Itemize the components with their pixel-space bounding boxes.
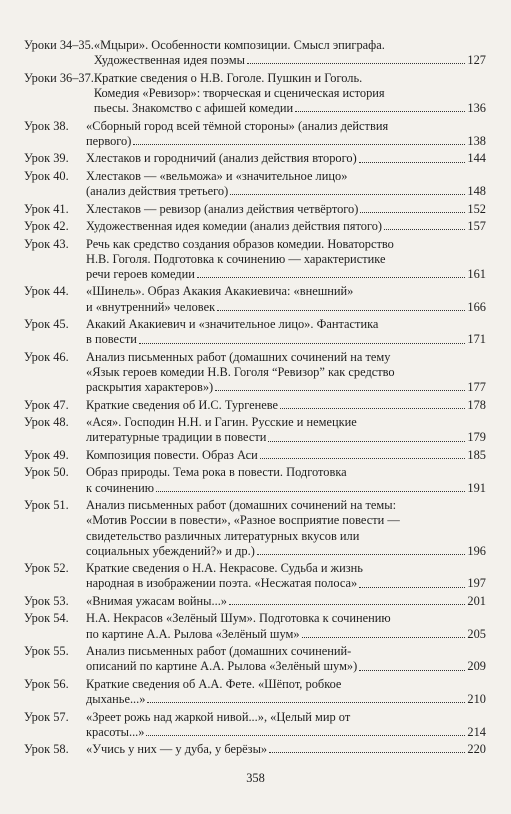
- title-line-text: «Внимая ужасам войны...»: [86, 593, 227, 608]
- toc-entry: [24, 644, 486, 674]
- toc-entry: [24, 611, 486, 641]
- title-line: Комедия «Ревизор»: творческая и сценическая история: [93, 85, 385, 100]
- toc-entry: [24, 742, 486, 757]
- title-line-text: по картине А.А. Рылова «Зелёный шум»: [86, 626, 300, 641]
- title-line: Н.А. Некрасов «Зелёный Шум». Подготовка к сочинению: [86, 611, 391, 626]
- lesson-title: [86, 465, 486, 495]
- lesson-number: Уроки 34–35.: [24, 38, 94, 52]
- title-line-text: литературные традиции в повести: [86, 430, 267, 445]
- lesson-number: Урок 43.: [24, 236, 69, 251]
- title-line: Речь как средство создания образов комедии. Новаторство: [86, 236, 394, 251]
- title-line-text: пьесы. Знакомство с афишей комедии: [93, 101, 294, 116]
- title-line-text: Хлестаков и городничий (анализ действия второго): [86, 151, 357, 166]
- title-line-text: Композиция повести. Образ Аси: [86, 447, 258, 462]
- lesson-number: Урок 47.: [24, 397, 69, 412]
- dot-leader: [156, 491, 465, 492]
- toc-entry: [24, 498, 486, 559]
- page-reference: 144: [467, 151, 486, 166]
- page-reference: 205: [467, 626, 486, 641]
- toc-entry: [24, 237, 486, 283]
- lesson-title: [86, 219, 486, 234]
- lesson-number: Урок 39.: [24, 151, 69, 166]
- lesson-title: [86, 202, 486, 217]
- toc-entry: [24, 317, 486, 347]
- title-line: [86, 725, 486, 740]
- dot-leader: [302, 637, 466, 638]
- dot-leader: [139, 343, 466, 344]
- title-line: «Сборный город всей тёмной стороны» (анализ действия: [86, 118, 389, 133]
- title-line: Анализ письменных работ (домашних сочинений на темы:: [86, 498, 397, 513]
- dot-leader: [217, 310, 465, 311]
- title-line: [86, 134, 486, 149]
- lesson-number: Урок 57.: [24, 709, 69, 724]
- title-line: [86, 398, 486, 413]
- toc-entry: [24, 202, 486, 217]
- title-line-text: дыханье...»: [86, 692, 146, 707]
- title-line: Анализ письменных работ (домашних сочинений-: [86, 644, 352, 659]
- title-line: [94, 53, 486, 68]
- title-line: «Ася». Господин Н.Н. и Гагин. Русские и немецкие: [86, 415, 357, 430]
- page-reference: 148: [467, 184, 486, 199]
- toc-entry: [24, 465, 486, 495]
- toc-entry: [24, 71, 486, 117]
- page-reference: 209: [467, 659, 486, 674]
- title-line-text: Краткие сведения об И.С. Тургеневе: [86, 397, 279, 412]
- lesson-title: [86, 594, 486, 609]
- title-line-text: красоты...»: [86, 724, 145, 739]
- title-line-text: раскрытия характеров»): [86, 380, 214, 395]
- title-line-text: первого): [86, 133, 132, 148]
- toc-entry: [24, 38, 486, 68]
- title-line: «Язык героев комедии Н.В. Гоголя “Ревизор” как средство: [86, 365, 395, 380]
- page-reference: 220: [467, 742, 486, 757]
- title-line: [86, 380, 486, 395]
- title-line: Образ природы. Тема рока в повести. Подготовка: [86, 465, 347, 480]
- page-reference: 136: [467, 101, 486, 116]
- title-line: [86, 448, 486, 463]
- lesson-number: Урок 54.: [24, 611, 69, 626]
- toc-entry: [24, 561, 486, 591]
- lesson-title: [86, 398, 486, 413]
- dot-leader: [260, 458, 466, 459]
- title-line-text: и «внутренний» человек: [86, 299, 216, 314]
- dot-leader: [360, 212, 465, 213]
- title-line: [86, 594, 486, 609]
- title-line: [86, 627, 486, 642]
- title-line: [86, 184, 486, 199]
- lesson-title: [86, 119, 486, 149]
- title-line-text: социальных убеждений?» и др.): [86, 543, 255, 558]
- title-line-text: в повести: [86, 332, 137, 347]
- title-line: [86, 544, 486, 559]
- lesson-number: Урок 48.: [24, 415, 69, 430]
- title-line-text: речи героев комедии: [86, 266, 195, 281]
- dot-leader: [133, 144, 465, 145]
- title-line: [86, 219, 486, 234]
- title-line: [86, 659, 486, 674]
- toc-entry: [24, 119, 486, 149]
- title-line: [86, 300, 486, 315]
- toc-entry: [24, 398, 486, 413]
- page-reference: 214: [467, 724, 486, 739]
- title-line: Акакий Акакиевич и «значительное лицо». Фантастика: [86, 317, 379, 332]
- title-line: «Шинель». Образ Акакия Акакиевича: «внешний»: [86, 284, 354, 299]
- page-reference: 177: [467, 380, 486, 395]
- page-reference: 179: [467, 430, 486, 445]
- dot-leader: [295, 111, 465, 112]
- lesson-title: [86, 151, 486, 166]
- title-line-text: Художественная идея поэмы: [93, 53, 245, 68]
- page-reference: 127: [467, 53, 486, 68]
- lesson-number: Урок 53.: [24, 593, 69, 608]
- title-line: Краткие сведения о Н.В. Гоголе. Пушкин и Гоголь.: [93, 70, 363, 85]
- title-line: «Мотив России в повести», «Разное восприятие повести —: [86, 513, 400, 528]
- page-reference: 157: [467, 219, 486, 234]
- toc-entry: [24, 169, 486, 199]
- page-reference: 196: [467, 543, 486, 558]
- dot-leader: [229, 604, 465, 605]
- title-line-text: Художественная идея комедии (анализ действия пятого): [86, 219, 383, 234]
- lesson-number: Урок 58.: [24, 742, 69, 757]
- title-line: [86, 692, 486, 707]
- page-reference: 201: [467, 593, 486, 608]
- dot-leader: [280, 408, 465, 409]
- dot-leader: [359, 162, 466, 163]
- dot-leader: [257, 554, 466, 555]
- dot-leader: [215, 390, 465, 391]
- lesson-title: [86, 644, 486, 674]
- title-line-text: народная в изображении поэта. «Несжатая полоса»: [86, 576, 358, 591]
- lesson-title: [86, 677, 486, 707]
- lesson-number: Урок 46.: [24, 349, 69, 364]
- page-reference: 152: [467, 201, 486, 216]
- lesson-title: [86, 448, 486, 463]
- page-reference: 210: [467, 692, 486, 707]
- lesson-title: [86, 742, 486, 757]
- page-number: 358: [246, 771, 265, 785]
- title-line: [86, 576, 486, 591]
- lesson-number: Урок 38.: [24, 118, 69, 133]
- lesson-title: [86, 710, 486, 740]
- title-line: Н.В. Гоголя. Подготовка к сочинению — характеристике: [86, 251, 386, 266]
- page-reference: 138: [467, 133, 486, 148]
- lesson-number: Урок 52.: [24, 561, 69, 576]
- lesson-number: Урок 40.: [24, 168, 69, 183]
- toc-entry: [24, 710, 486, 740]
- title-line-text: (анализ действия третьего): [86, 184, 229, 199]
- page-reference: 178: [467, 397, 486, 412]
- toc-entry: [24, 448, 486, 463]
- table-of-contents: [24, 38, 486, 760]
- page-reference: 185: [467, 447, 486, 462]
- title-line: [94, 101, 486, 116]
- lesson-title: [86, 350, 486, 396]
- page-reference: 197: [467, 576, 486, 591]
- title-line: «Зреет рожь над жаркой нивой...», «Целый мир от: [86, 709, 351, 724]
- title-line: [86, 332, 486, 347]
- title-line: [86, 742, 486, 757]
- title-line: свидетельство различных литературных вкусов или: [86, 528, 360, 543]
- lesson-number: Урок 51.: [24, 498, 69, 513]
- lesson-title: [86, 237, 486, 283]
- lesson-number: Урок 42.: [24, 219, 69, 234]
- title-line-text: «Учись у них — у дуба, у берёзы»: [86, 742, 268, 757]
- title-line: [86, 430, 486, 445]
- dot-leader: [268, 441, 465, 442]
- dot-leader: [230, 194, 465, 195]
- title-line: [86, 267, 486, 282]
- lesson-number: Уроки 36–37.: [24, 70, 94, 85]
- title-line-text: описаний по картине А.А. Рылова «Зелёный шум»): [86, 659, 358, 674]
- title-line: «Мцыри». Особенности композиции. Смысл эпиграфа.: [93, 38, 385, 52]
- page-reference: 166: [467, 299, 486, 314]
- title-line: [86, 481, 486, 496]
- dot-leader: [269, 752, 465, 753]
- lesson-title: [86, 169, 486, 199]
- toc-entry: [24, 219, 486, 234]
- title-line: Краткие сведения о Н.А. Некрасове. Судьба и жизнь: [86, 561, 363, 576]
- dot-leader: [247, 63, 465, 64]
- lesson-title: [94, 38, 486, 68]
- lesson-number: Урок 44.: [24, 284, 69, 299]
- dot-leader: [147, 702, 465, 703]
- lesson-number: Урок 49.: [24, 447, 69, 462]
- lesson-title: [86, 611, 486, 641]
- lesson-number: Урок 56.: [24, 676, 69, 691]
- title-line: [86, 151, 486, 166]
- toc-entry: [24, 677, 486, 707]
- lesson-title: [86, 284, 486, 314]
- lesson-title: [86, 498, 486, 559]
- lesson-number: Урок 41.: [24, 201, 69, 216]
- title-line-text: к сочинению: [86, 480, 155, 495]
- lesson-number: Урок 45.: [24, 317, 69, 332]
- toc-entry: [24, 284, 486, 314]
- dot-leader: [384, 229, 465, 230]
- toc-entry: [24, 350, 486, 396]
- lesson-number: Урок 55.: [24, 644, 69, 659]
- dot-leader: [359, 587, 465, 588]
- dot-leader: [146, 735, 465, 736]
- title-line: Анализ письменных работ (домашних сочинений на тему: [86, 349, 391, 364]
- lesson-title: [94, 71, 486, 117]
- dot-leader: [197, 277, 466, 278]
- title-line-text: Хлестаков — ревизор (анализ действия четвёртого): [86, 201, 359, 216]
- lesson-title: [86, 561, 486, 591]
- title-line: Краткие сведения об А.А. Фете. «Шёпот, робкое: [86, 676, 342, 691]
- lesson-title: [86, 415, 486, 445]
- page-reference: 191: [467, 480, 486, 495]
- toc-entry: [24, 151, 486, 166]
- dot-leader: [359, 670, 465, 671]
- toc-entry: [24, 415, 486, 445]
- page-reference: 171: [467, 332, 486, 347]
- title-line: Хлестаков — «вельможа» и «значительное лицо»: [86, 168, 348, 183]
- toc-entry: [24, 594, 486, 609]
- page-reference: 161: [467, 266, 486, 281]
- title-line: [86, 202, 486, 217]
- lesson-title: [86, 317, 486, 347]
- lesson-number: Урок 50.: [24, 465, 69, 480]
